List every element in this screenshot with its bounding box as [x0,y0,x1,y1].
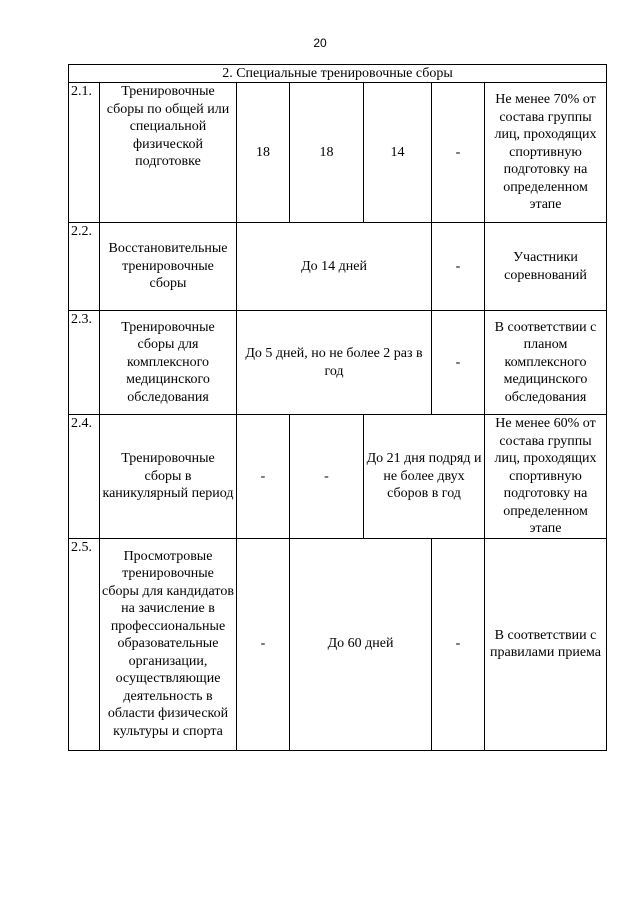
camp-type: Просмотровые тренировочные сборы для кандидатов на зачисление в профессиональные образовательные организации, осуществляющие деятельность в области физической культуры и спорта [100,538,237,750]
cell-value: 14 [364,83,432,223]
row-number: 2.3. [69,311,100,415]
section-title: 2. Специальные тренировочные сборы [69,65,607,83]
cell-value: - [432,223,485,311]
duration-span: До 5 дней, но не более 2 раз в год [237,311,432,415]
cell-value: 18 [290,83,364,223]
cell-value: - [432,83,485,223]
duration-span: До 14 дней [237,223,432,311]
cell-value: - [432,538,485,750]
row-number: 2.1. [69,83,100,223]
participants-note: Участники соревнований [485,223,607,311]
participants-note: В соответствии с планом комплексного медицинского обследования [485,311,607,415]
participants-note: Не менее 70% от состава группы лиц, проходящих спортивную подготовку на определенном этапе [485,83,607,223]
participants-note: В соответствии с правилами приема [485,538,607,750]
camp-type: Восстановительные тренировочные сборы [100,223,237,311]
camp-type: Тренировочные сборы в каникулярный период [100,415,237,539]
cell-value: - [432,311,485,415]
cell-value: - [237,538,290,750]
table-row [69,311,607,415]
row-number: 2.2. [69,223,100,311]
table-row [69,415,607,539]
table-row [69,538,607,750]
row-number: 2.4. [69,415,100,539]
duration-span: До 60 дней [290,538,432,750]
table-row [69,223,607,311]
camp-type: Тренировочные сборы по общей или специальной физической подготовке [100,83,237,223]
cell-value: - [237,415,290,539]
cell-value: 18 [237,83,290,223]
camp-type: Тренировочные сборы для комплексного медицинского обследования [100,311,237,415]
table-row [69,83,607,223]
section-header-row [69,65,607,83]
duration-span: До 21 дня подряд и не более двух сборов в год [364,415,485,539]
cell-value: - [290,415,364,539]
row-number: 2.5. [69,538,100,750]
participants-note: Не менее 60% от состава группы лиц, проходящих спортивную подготовку на определенном этапе [485,415,607,539]
training-camps-table [68,64,607,751]
page-number: 20 [313,36,327,50]
